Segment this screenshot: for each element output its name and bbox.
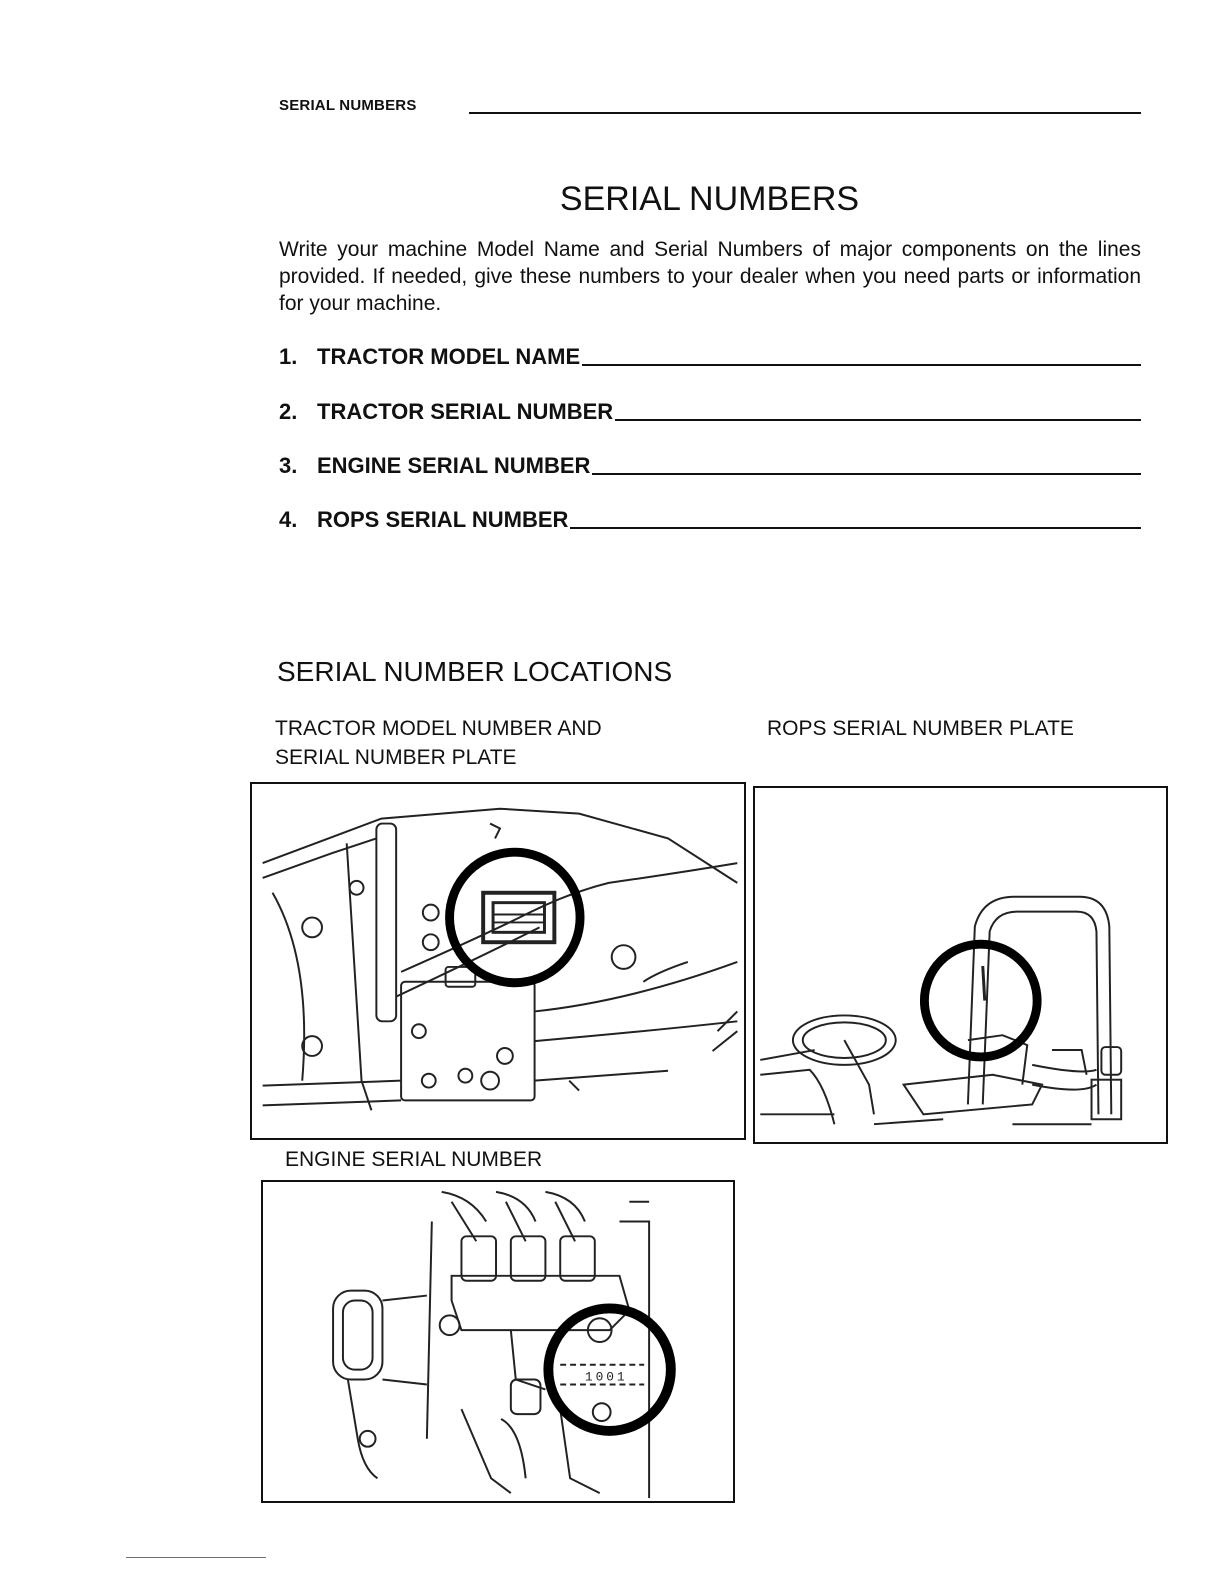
field-engine-serial-number <box>279 449 1141 479</box>
rops-plate-illustration <box>755 788 1166 1142</box>
caption-line: SERIAL NUMBER PLATE <box>275 746 517 769</box>
caption-line: TRACTOR MODEL NUMBER AND <box>275 717 602 740</box>
engine-serial-illustration <box>263 1182 733 1501</box>
fill-in-line[interactable] <box>570 527 1141 529</box>
rops-plate-caption: ROPS SERIAL NUMBER PLATE <box>767 717 1074 740</box>
header-rule <box>469 112 1141 114</box>
field-label: TRACTOR SERIAL NUMBER <box>317 399 614 424</box>
field-number: 3. <box>279 453 298 478</box>
page-title: SERIAL NUMBERS <box>559 180 860 218</box>
field-number: 2. <box>279 399 298 424</box>
tractor-plate-illustration <box>252 784 744 1138</box>
field-tractor-model-name <box>279 340 1141 370</box>
running-header <box>279 95 1141 117</box>
field-label: TRACTOR MODEL NAME <box>317 344 581 369</box>
field-rops-serial-number <box>279 503 1141 533</box>
header-section-label: SERIAL NUMBERS <box>279 97 417 114</box>
tractor-plate-caption <box>275 714 602 772</box>
footer-rule <box>126 1557 266 1558</box>
engine-serial-caption: ENGINE SERIAL NUMBER <box>285 1148 543 1171</box>
rops-plate-figure <box>753 786 1168 1144</box>
field-number: 4. <box>279 507 298 532</box>
engine-plate-text: 1001 <box>584 1369 628 1385</box>
field-tractor-serial-number <box>279 395 1141 425</box>
locations-title: SERIAL NUMBER LOCATIONS <box>277 656 673 687</box>
field-number: 1. <box>279 344 298 369</box>
field-label: ENGINE SERIAL NUMBER <box>317 453 591 478</box>
fill-in-line[interactable] <box>582 364 1141 366</box>
fill-in-line[interactable] <box>592 473 1141 475</box>
tractor-plate-figure <box>250 782 746 1140</box>
field-label: ROPS SERIAL NUMBER <box>317 507 569 532</box>
fill-in-line[interactable] <box>615 419 1141 421</box>
engine-serial-figure <box>261 1180 735 1503</box>
intro-paragraph: Write your machine Model Name and Serial Numbers of major components on the lines provided. If needed, give these numbers to your dealer when you need parts or information for your machine. <box>279 238 1141 315</box>
